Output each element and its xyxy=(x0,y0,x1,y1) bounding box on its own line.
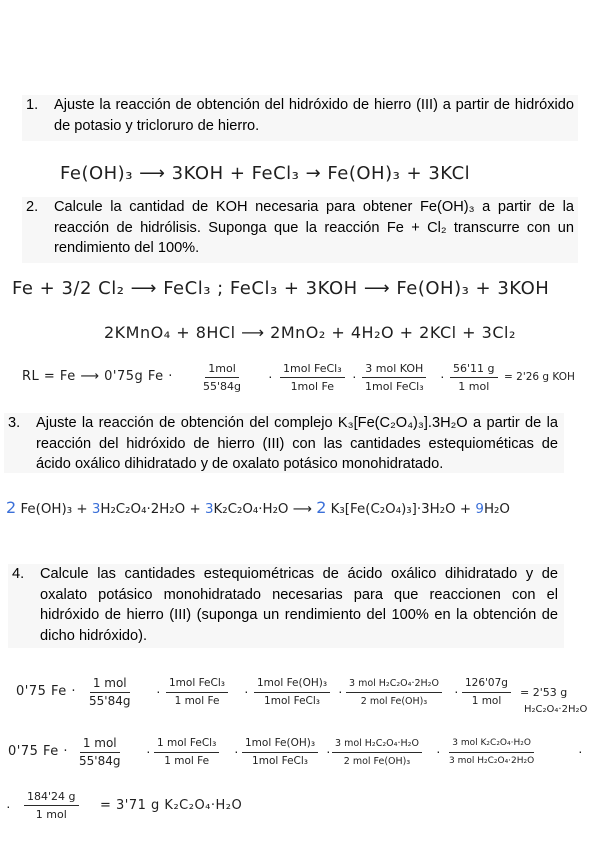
q4-calc2-fraction-4 xyxy=(332,736,422,769)
q4-calc1-fraction-1-top: 1 mol xyxy=(90,676,130,693)
q2-fraction-2 xyxy=(280,361,345,394)
q3-part-4: K₃[Fe(C₂O₄)₃]·3H₂O + xyxy=(330,502,472,517)
q4-calc1-fraction-3-top: 1mol Fe(OH)₃ xyxy=(254,676,330,693)
q4-calc2-fraction-5-top: 3 mol K₂C₂O₄·H₂O xyxy=(449,736,534,753)
q4-calc1-fraction-2-top: 1mol FeCl₃ xyxy=(166,676,228,693)
q4-calc2-fraction-1 xyxy=(76,736,123,769)
question-1-text: Ajuste la reacción de obtención del hidróxido de hierro (III) a partir de hidróxido de potasio y tricloruro de hierro. xyxy=(54,97,574,134)
question-4-text: Calcule las cantidades estequiométricas de ácido oxálico dihidratado y de oxalato potásico monohidratado necesarias para que reaccionen con el hidróxido de hierro (III) (suponga un rendimiento del 100% en la obtención de dicho hidróxido). xyxy=(40,566,558,644)
q2-fraction-1-bottom: 55'84g xyxy=(203,380,242,393)
q3-part-2: H₂C₂O₄·2H₂O + xyxy=(100,502,201,517)
q2-fraction-3 xyxy=(362,361,427,394)
q4-calc2-fraction-3-bottom: 1mol FeCl₃ xyxy=(252,755,309,767)
question-1 xyxy=(22,95,578,141)
question-2-text: Calcule la cantidad de KOH necesaria para obtener Fe(OH)₃ a partir de la reacción de hidrólisis. Suponga que la reacción Fe + Cl₂ transcurre con un rendimiento del 100%. xyxy=(54,199,574,256)
q3-part-5: H₂O xyxy=(483,502,510,517)
q4-calc1-fraction-4-top: 3 mol H₂C₂O₄·2H₂O xyxy=(346,676,442,693)
question-3-text: Ajuste la reacción de obtención del complejo K₃[Fe(C₂O₄)₃].3H₂O a partir de la reacción del hidróxido de hierro (III) con las cantidades estequiométicas de ácido oxálico dihidratado y de oxalato potásico monohidratado. xyxy=(36,415,558,472)
q4-calc2-fraction-3 xyxy=(242,736,318,769)
question-4 xyxy=(8,564,564,648)
q3-part-3: K₂C₂O₄·H₂O ⟶ xyxy=(213,502,312,517)
q4-calc1-fraction-4 xyxy=(346,676,442,709)
q4-calc3-fraction xyxy=(24,789,79,822)
q4-calc1-fraction-3 xyxy=(254,676,330,709)
q1-handwritten-reaction: Fe(OH)₃ ⟶ 3KOH + FeCl₃ → Fe(OH)₃ + 3KCl xyxy=(60,163,471,184)
q3-coef-4: 2 xyxy=(316,498,327,517)
q4-calc1-fraction-1-bottom: 55'84g xyxy=(89,694,131,708)
q4-calc2-fraction-2 xyxy=(154,736,219,769)
q2-fraction-2-bottom: 1mol Fe xyxy=(290,380,335,393)
q4-calc1-unit: H₂C₂O₄·2H₂O xyxy=(524,704,588,715)
q4-calc1-fraction-5-bottom: 1 mol xyxy=(471,695,502,707)
q4-calc2-fraction-3-top: 1mol Fe(OH)₃ xyxy=(242,736,318,753)
question-3 xyxy=(4,413,564,473)
q4-calc1-fraction-4-bottom: 2 mol Fe(OH)₃ xyxy=(360,696,428,707)
q4-calc1-result: = 2'53 g xyxy=(520,686,568,699)
question-2-number: 2. xyxy=(26,199,39,215)
q4-calc1-fraction-2 xyxy=(166,676,228,709)
q4-calc1-fraction-2-bottom: 1 mol Fe xyxy=(174,695,220,707)
q4-calc2-fraction-5 xyxy=(446,736,537,769)
q4-calc2-fraction-5-bottom: 3 mol H₂C₂O₄·2H₂O xyxy=(449,756,535,766)
q4-calc3-fraction-top: 184'24 g xyxy=(24,789,79,806)
q3-coef-5: 9 xyxy=(475,502,484,517)
q4-calc1-fraction-3-bottom: 1mol FeCl₃ xyxy=(264,695,321,707)
q4-calc1-fraction-5 xyxy=(462,676,511,709)
q3-handwritten-reaction xyxy=(6,498,510,517)
q4-calc1-fraction-5-top: 126'07g xyxy=(462,676,511,693)
q2-handwritten-reactions: Fe + 3/2 Cl₂ ⟶ FeCl₃ ; FeCl₃ + 3KOH ⟶ Fe(OH)₃ + 3KOH xyxy=(12,278,550,299)
q2-fraction-4-bottom: 1 mol xyxy=(458,380,490,393)
q3-coef-1: 2 xyxy=(6,498,17,517)
q2-handwritten-kmno4: 2KMnO₄ + 8HCl ⟶ 2MnO₂ + 4H₂O + 2KCl + 3Cl₂ xyxy=(104,323,516,342)
q4-calc2-fraction-2-bottom: 1 mol Fe xyxy=(164,755,210,767)
q3-part-1: Fe(OH)₃ + xyxy=(20,502,88,517)
q4-calc2-fraction-1-bottom: 55'84g xyxy=(79,754,121,768)
q2-calc-result: = 2'26 g KOH xyxy=(504,371,575,383)
q4-calc2-prefix: 0'75 Fe · xyxy=(8,744,69,759)
q2-fraction-4 xyxy=(450,361,498,394)
q2-fraction-3-top: 3 mol KOH xyxy=(362,361,426,378)
q2-fraction-3-bottom: 1mol FeCl₃ xyxy=(365,380,424,393)
q2-calc-prefix: RL = Fe ⟶ 0'75g Fe · xyxy=(22,369,173,384)
q3-coef-2: 3 xyxy=(91,502,101,517)
q3-coef-3: 3 xyxy=(204,502,214,517)
q4-calc2-fraction-4-top: 3 mol H₂C₂O₄·H₂O xyxy=(332,736,422,753)
q4-calc1-prefix: 0'75 Fe · xyxy=(16,684,77,699)
q4-calc3-result: = 3'71 g K₂C₂O₄·H₂O xyxy=(100,798,243,813)
q2-fraction-4-top: 56'11 g xyxy=(450,361,498,378)
q4-calc1-fraction-1 xyxy=(86,676,133,709)
q2-fraction-2-top: 1mol FeCl₃ xyxy=(280,361,345,378)
q2-fraction-1-top: 1mol xyxy=(205,361,239,378)
q4-calc3-fraction-bottom: 1 mol xyxy=(35,808,67,821)
q4-calc2-fraction-1-top: 1 mol xyxy=(80,736,120,753)
question-3-number: 3. xyxy=(8,415,21,431)
question-4-number: 4. xyxy=(12,566,25,582)
question-2 xyxy=(22,197,578,263)
q4-calc2-fraction-2-top: 1 mol FeCl₃ xyxy=(154,736,219,753)
q2-fraction-1 xyxy=(200,361,244,394)
question-1-number: 1. xyxy=(26,97,39,113)
q4-calc2-fraction-4-bottom: 2 mol Fe(OH)₃ xyxy=(343,756,411,767)
